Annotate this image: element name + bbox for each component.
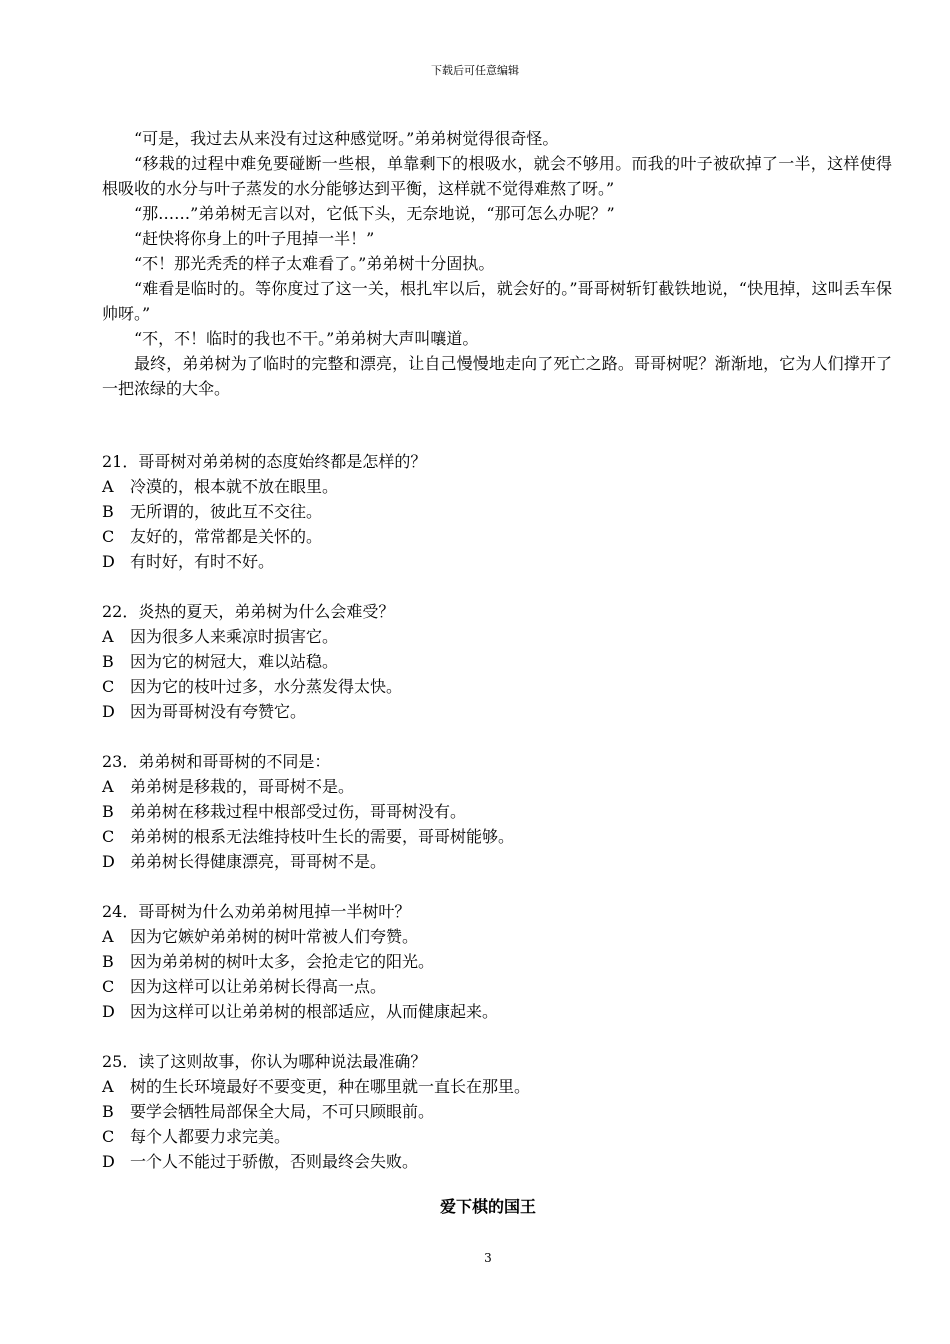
option-a [102,1074,892,1099]
option-a [102,624,892,649]
option-letter: B [102,652,114,671]
option-text: 树的生长环境最好不要变更，种在哪里就一直长在那里。 [130,1077,531,1096]
option-letter: C [102,827,115,846]
option-text: 因为这样可以让弟弟树的根部适应，从而健康起来。 [130,1002,499,1021]
option-c [102,674,892,699]
story-paragraph: “难看是临时的。等你度过了这一关，根扎牢以后，就会好的。”哥哥树斩钉截铁地说，“快甩掉，这叫丢车保帅呀。” [102,279,892,323]
option-letter: B [102,952,114,971]
question-stem: 23．弟弟树和哥哥树的不同是： [102,752,331,771]
option-text: 冷漠的，根本就不放在眼里。 [130,477,339,496]
option-text: 弟弟树的根系无法维持枝叶生长的需要，哥哥树能够。 [130,827,515,846]
option-text: 因为它的枝叶过多，水分蒸发得太快。 [130,677,403,696]
question-stem: 21．哥哥树对弟弟树的态度始终都是怎样的？ [102,452,427,471]
option-b [102,1099,892,1124]
option-text: 有时好，有时不好。 [130,552,275,571]
question-21 [102,449,892,574]
option-text: 因为它嫉妒弟弟树的树叶常被人们夸赞。 [130,927,419,946]
option-letter: D [102,1152,115,1171]
option-c [102,824,892,849]
question-23 [102,749,892,874]
question-25 [102,1049,892,1174]
story-paragraph: “可是，我过去从来没有过这种感觉呀。”弟弟树觉得很奇怪。 [134,129,559,148]
option-c [102,974,892,999]
option-letter: A [102,927,114,946]
option-d [102,699,892,724]
option-b [102,649,892,674]
option-letter: A [102,627,114,646]
option-letter: A [102,777,114,796]
option-letter: C [102,527,115,546]
option-letter: C [102,1127,115,1146]
option-text: 因为很多人来乘凉时损害它。 [130,627,339,646]
option-a [102,774,892,799]
question-stem: 25．读了这则故事，你认为哪种说法最准确？ [102,1052,427,1071]
option-text: 弟弟树长得健康漂亮，哥哥树不是。 [130,852,387,871]
page-header: 下载后可任意编辑 [431,64,519,77]
option-text: 每个人都要力求完美。 [130,1127,291,1146]
question-stem: 24．哥哥树为什么劝弟弟树甩掉一半树叶？ [102,902,411,921]
option-letter: D [102,552,115,571]
option-letter: B [102,802,114,821]
option-text: 因为弟弟树的树叶太多，会抢走它的阳光。 [130,952,435,971]
page-number: 3 [484,1251,492,1265]
story-paragraph: “不，不！临时的我也不干。”弟弟树大声叫嚷道。 [134,329,479,348]
option-text: 要学会牺牲局部保全大局，不可只顾眼前。 [130,1102,435,1121]
option-d [102,1149,892,1174]
option-text: 友好的，常常都是关怀的。 [130,527,323,546]
option-letter: D [102,702,115,721]
option-d [102,999,892,1024]
option-letter: C [102,677,115,696]
option-b [102,499,892,524]
option-letter: B [102,1102,114,1121]
story-paragraph: “那……”弟弟树无言以对，它低下头，无奈地说，“那可怎么办呢？” [134,204,615,223]
option-text: 因为哥哥树没有夸赞它。 [130,702,307,721]
question-stem: 22．炎热的夏天，弟弟树为什么会难受？ [102,602,395,621]
option-letter: C [102,977,115,996]
question-24 [102,899,892,1024]
option-letter: D [102,1002,115,1021]
option-a [102,924,892,949]
story-paragraph: “赶快将你身上的叶子甩掉一半！” [134,229,375,248]
option-text: 一个人不能过于骄傲，否则最终会失败。 [130,1152,419,1171]
option-text: 无所谓的，彼此互不交往。 [130,502,323,521]
option-d [102,549,892,574]
story-paragraph: 最终，弟弟树为了临时的完整和漂亮，让自己慢慢地走向了死亡之路。哥哥树呢？渐渐地，它为人们撑开了一把浓绿的大伞。 [102,354,892,398]
option-b [102,949,892,974]
option-text: 因为它的树冠大，难以站稳。 [130,652,339,671]
option-text: 弟弟树是移栽的，哥哥树不是。 [130,777,355,796]
option-letter: A [102,477,114,496]
option-b [102,799,892,824]
question-22 [102,599,892,724]
story-paragraph: “移栽的过程中难免要碰断一些根，单靠剩下的根吸水，就会不够用。而我的叶子被砍掉了一半，这样使得根吸收的水分与叶子蒸发的水分能够达到平衡，这样就不觉得难熬了呀。” [102,154,892,198]
question-list [102,449,892,1199]
story-passage [102,126,892,401]
next-section-title: 爱下棋的国王 [439,1197,536,1216]
option-c [102,524,892,549]
story-paragraph: “不！那光秃秃的样子太难看了。”弟弟树十分固执。 [134,254,495,273]
option-d [102,849,892,874]
option-letter: D [102,852,115,871]
option-text: 因为这样可以让弟弟树长得高一点。 [130,977,387,996]
option-letter: B [102,502,114,521]
option-c [102,1124,892,1149]
option-text: 弟弟树在移栽过程中根部受过伤，哥哥树没有。 [130,802,467,821]
option-letter: A [102,1077,114,1096]
option-a [102,474,892,499]
